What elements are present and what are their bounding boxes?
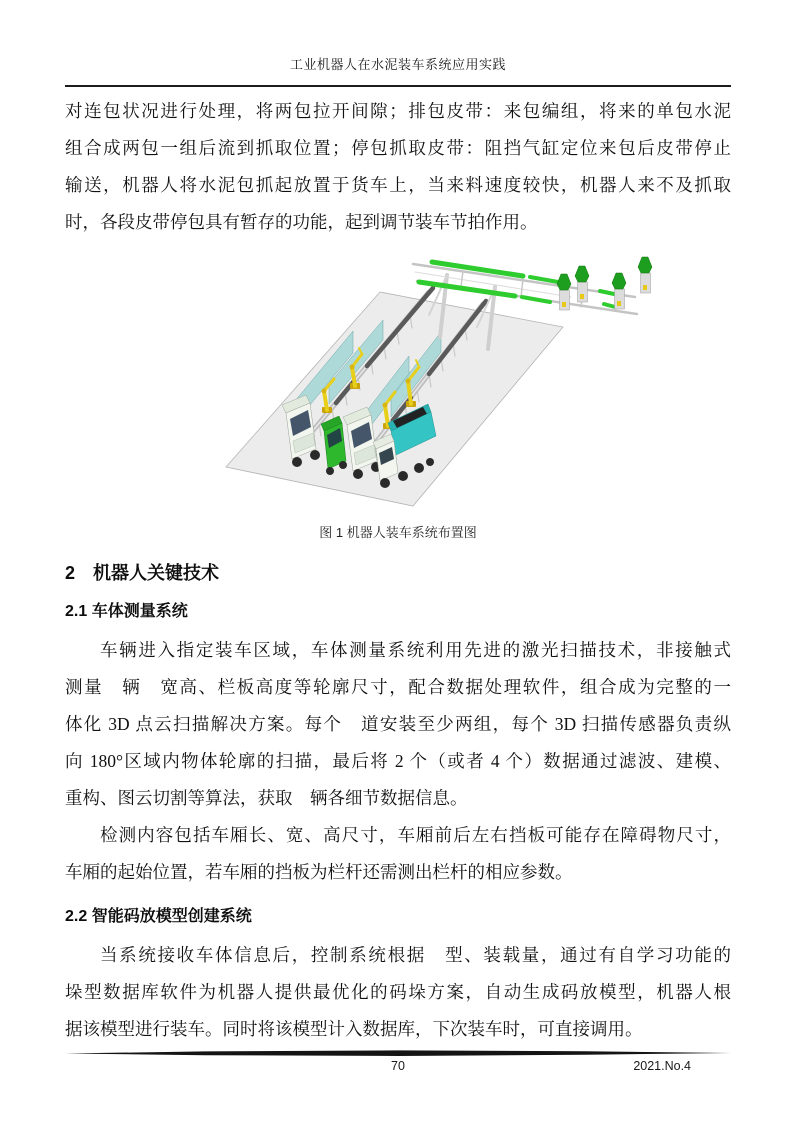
text-line: 当系统接收车体信息后，控制系统根据 型、装载量，通过有自学习功能的 bbox=[100, 945, 731, 965]
text-line: 体化 3D 点云扫描解决方案。每个 道安装至少两组，每个 3D 扫描传感器负责纵 bbox=[65, 714, 731, 734]
figure-1-caption: 图 1 机器人装车系统布置图 bbox=[319, 525, 477, 540]
text-line: 输送，机器人将水泥包抓起放置于货车上，当来料速度较快，机器人来不及抓取 bbox=[65, 175, 731, 195]
robot-loading-system-drawing bbox=[223, 245, 673, 518]
text-line: 时，各段皮带停包具有暂存的功能，起到调节装车节拍作用。 bbox=[65, 212, 538, 232]
text-line: 重构、图云切割等算法，获取 辆各细节数据信息。 bbox=[65, 788, 468, 808]
text-line: 垛型数据库软件为机器人提供最优化的码垛方案，自动生成码放模型，机器人根 bbox=[65, 982, 731, 1002]
running-title: 工业机器人在水泥装车系统应用实践 bbox=[65, 0, 731, 87]
footer-rule bbox=[65, 1050, 731, 1057]
text-line: 车厢的起始位置，若车厢的挡板为栏杆还需测出栏杆的相应参数。 bbox=[65, 862, 573, 882]
section-2-1-heading: 2.1 车体测量系统 bbox=[65, 603, 188, 620]
text-line: 据该模型进行装车。同时将该模型计入数据库，下次装车时，可直接调用。 bbox=[65, 1019, 643, 1039]
text-line: 向 180°区域内物体轮廓的扫描，最后将 2 个（或者 4 个）数据通过滤波、建模、 bbox=[65, 751, 731, 771]
text-line: 对连包状况进行处理，将两包拉开间隙；排包皮带：来包编组，将来的单包水泥 bbox=[65, 101, 731, 121]
issue-label: 2021.No.4 bbox=[633, 1059, 691, 1073]
paragraph-intro bbox=[65, 93, 731, 241]
text-line: 检测内容包括车厢长、宽、高尺寸，车厢前后左右挡板可能存在障碍物尺寸， bbox=[100, 825, 731, 845]
section-2-2-heading: 2.2 智能码放模型创建系统 bbox=[65, 908, 252, 925]
page-number: 70 bbox=[391, 1059, 405, 1073]
section-2-heading: 2 机器人关键技术 bbox=[65, 563, 220, 583]
text-line: 车辆进入指定装车区域，车体测量系统利用先进的激光扫描技术，非接触式 bbox=[100, 640, 731, 660]
text-line: 测量 辆 宽高、栏板高度等轮廓尺寸，配合数据处理软件，组合成为完整的一 bbox=[65, 677, 731, 697]
packing-machines bbox=[557, 257, 652, 310]
paragraph-2-1-b bbox=[65, 817, 731, 891]
page-footer bbox=[65, 1050, 731, 1079]
text-line: 组合成两包一组后流到抓取位置；停包抓取皮带：阻挡气缸定位来包后皮带停止 bbox=[65, 138, 731, 158]
figure-1-illustration bbox=[65, 241, 731, 514]
paragraph-2-2-a bbox=[65, 937, 731, 1048]
paragraph-2-1-a bbox=[65, 632, 731, 817]
